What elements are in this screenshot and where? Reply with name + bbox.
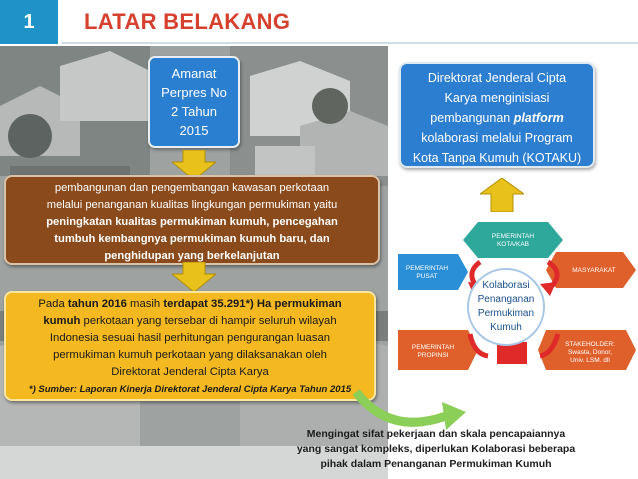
amanat-line: 2 Tahun: [170, 104, 218, 119]
slide-number-badge: [0, 0, 58, 44]
ditjen-line: pembangunan platform: [430, 111, 564, 125]
ditjen-line: Direktorat Jenderal Cipta: [427, 71, 567, 85]
node-pemkot: PEMERINTAH KOTA/KAB: [491, 233, 535, 248]
ditjen-line: Karya menginisiasi: [444, 91, 550, 105]
purpose-line: tumbuh kembangnya permukiman kumuh baru, dan: [54, 233, 330, 245]
amanat-line: 2015: [179, 123, 209, 138]
amanat-line: Perpres No: [161, 85, 227, 100]
amanat-line: Amanat: [171, 66, 217, 81]
node-propinsi: PEMERINTAH PROPINSI: [411, 344, 455, 359]
page-title: LATAR BELAKANG: [84, 9, 291, 34]
collaboration-center-circle: Kolaborasi Penanganan Permukiman Kumuh: [467, 268, 545, 346]
source-note: *) Sumber: Laporan Kinerja Direktorat Jenderal Cipta Karya Tahun 2015: [28, 384, 352, 395]
slide-number: 1: [23, 10, 35, 33]
ditjen-initiative-box: [399, 62, 595, 168]
slum-data-line: kumuh perkotaan yang tersebar di hampir seluruh wilayah: [43, 315, 337, 327]
slum-data-line: Indonesia sesuai hasil perhitungan pengurangan luasan: [49, 332, 331, 344]
slum-data-line: permukiman kumuh perkotaan yang dilaksanakan oleh: [53, 349, 327, 361]
up-arrow-icon: [480, 178, 524, 212]
purpose-line: peningkatan kualitas permukiman kumuh, pencegahan: [46, 216, 338, 228]
ditjen-line: Kota Tanpa Kumuh (KOTAKU): [412, 151, 582, 165]
slum-data-line: Direktorat Jenderal Cipta Karya: [111, 366, 269, 378]
purpose-line: melalui penanganan kualitas lingkungan permukiman yaitu: [46, 199, 338, 211]
ditjen-line: kolaborasi melalui Program: [421, 131, 573, 145]
collaboration-note: Mengingat sifat pekerjaan dan skala pencapaiannya yang sangat kompleks, diperlukan Kolaborasi beberapa pihak dalam Penanganan Permukiman Kumuh: [296, 428, 576, 470]
node-stakeholder: STAKEHOLDER: Swasta, Donor, Univ. LSM. dll: [565, 341, 615, 364]
purpose-text-box: [4, 175, 380, 265]
purpose-line: pembangunan dan pengembangan kawasan perkotaan: [54, 182, 330, 194]
slum-data-box: [4, 291, 376, 401]
node-pusat: PEMERINTAH PUSAT: [405, 265, 449, 280]
node-masyarakat: MASYARAKAT: [572, 267, 616, 274]
slum-data-line: Pada tahun 2016 masih terdapat 35.291*) Ha permukiman: [38, 298, 342, 310]
down-arrow-icon: [172, 262, 216, 292]
purpose-line: penghidupan yang berkelanjutan: [104, 250, 280, 262]
amanat-perpres-box: [148, 56, 240, 148]
